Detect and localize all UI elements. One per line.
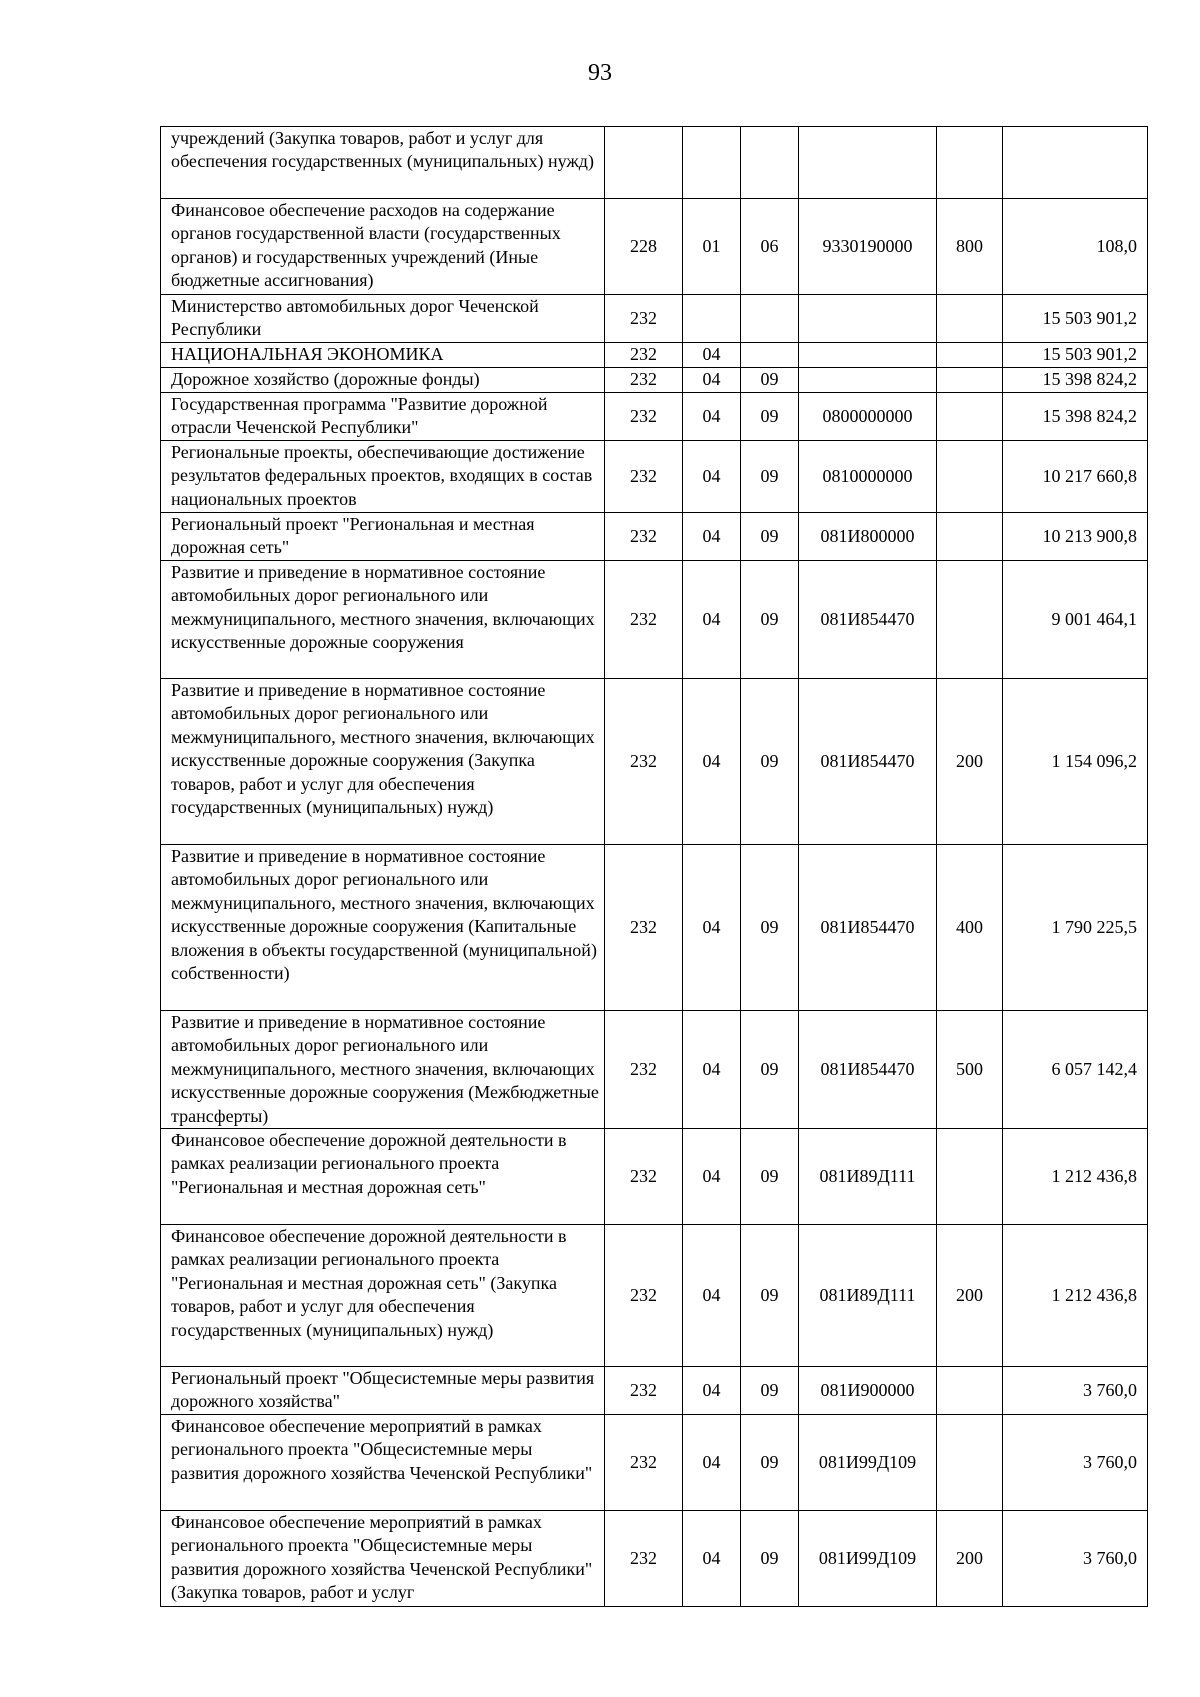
section-cell: 04 [683, 561, 741, 679]
subsection-cell: 09 [741, 1511, 799, 1607]
amount-cell: 1 154 096,2 [1003, 679, 1148, 845]
table-row [161, 368, 1148, 393]
table-row [161, 199, 1148, 295]
amount-cell: 6 057 142,4 [1003, 1011, 1148, 1129]
description-cell: Финансовое обеспечение дорожной деятельности в рамках реализации регионального проекта "Региональная и местная дорожная сеть" [161, 1129, 605, 1225]
table-row [161, 295, 1148, 343]
amount-cell: 1 790 225,5 [1003, 845, 1148, 1011]
amount-cell: 3 760,0 [1003, 1415, 1148, 1511]
amount-cell [1003, 127, 1148, 199]
expense-type-cell: 800 [937, 199, 1003, 295]
subsection-cell: 09 [741, 513, 799, 561]
description-cell: Развитие и приведение в нормативное состояние автомобильных дорог регионального или межмуниципального, местного значения, включающих искусственные дорожные сооружения (Межбюджетные трансферты) [161, 1011, 605, 1129]
table-row [161, 1415, 1148, 1511]
target-article-cell: 081И99Д109 [799, 1511, 937, 1607]
section-cell: 04 [683, 1225, 741, 1367]
table-row [161, 393, 1148, 441]
table-row [161, 343, 1148, 368]
amount-cell: 15 398 824,2 [1003, 393, 1148, 441]
target-article-cell: 0810000000 [799, 441, 937, 513]
description-cell: Государственная программа "Развитие дорожной отрасли Чеченской Республики" [161, 393, 605, 441]
section-cell: 04 [683, 1511, 741, 1607]
target-article-cell: 081И89Д111 [799, 1225, 937, 1367]
section-cell: 01 [683, 199, 741, 295]
amount-cell: 15 503 901,2 [1003, 343, 1148, 368]
ministry-code-cell: 232 [605, 1415, 683, 1511]
section-cell: 04 [683, 513, 741, 561]
expense-type-cell: 200 [937, 679, 1003, 845]
description-cell: Развитие и приведение в нормативное состояние автомобильных дорог регионального или межмуниципального, местного значения, включающих искусственные дорожные сооружения [161, 561, 605, 679]
amount-cell: 3 760,0 [1003, 1511, 1148, 1607]
description-cell: Региональный проект "Общесистемные меры развития дорожного хозяйства" [161, 1367, 605, 1415]
description-cell: НАЦИОНАЛЬНАЯ ЭКОНОМИКА [161, 343, 605, 368]
ministry-code-cell: 232 [605, 295, 683, 343]
amount-cell: 15 503 901,2 [1003, 295, 1148, 343]
section-cell: 04 [683, 1129, 741, 1225]
target-article-cell: 9330190000 [799, 199, 937, 295]
table-row [161, 1011, 1148, 1129]
description-cell: Региональный проект "Региональная и местная дорожная сеть" [161, 513, 605, 561]
target-article-cell [799, 127, 937, 199]
description-cell: Финансовое обеспечение мероприятий в рамках регионального проекта "Общесистемные меры развития дорожного хозяйства Чеченской Республики" (Закупка товаров, работ и услуг [161, 1511, 605, 1607]
expense-type-cell: 500 [937, 1011, 1003, 1129]
ministry-code-cell: 232 [605, 393, 683, 441]
subsection-cell: 09 [741, 845, 799, 1011]
description-cell: Развитие и приведение в нормативное состояние автомобильных дорог регионального или межмуниципального, местного значения, включающих искусственные дорожные сооружения (Капитальные вложения в объекты государственной (муниципальной) собственности) [161, 845, 605, 1011]
amount-cell: 1 212 436,8 [1003, 1225, 1148, 1367]
description-cell: Финансовое обеспечение расходов на содержание органов государственной власти (государственных органов) и государственных учреждений (Иные бюджетные ассигнования) [161, 199, 605, 295]
target-article-cell: 081И900000 [799, 1367, 937, 1415]
table-row [161, 127, 1148, 199]
subsection-cell: 09 [741, 1129, 799, 1225]
description-cell: Развитие и приведение в нормативное состояние автомобильных дорог регионального или межмуниципального, местного значения, включающих искусственные дорожные сооружения (Закупка товаров, работ и услуг для обеспечения государственных (муниципальных) нужд) [161, 679, 605, 845]
expense-type-cell: 200 [937, 1225, 1003, 1367]
subsection-cell: 09 [741, 1225, 799, 1367]
expense-type-cell [937, 1367, 1003, 1415]
page-number: 93 [588, 60, 612, 86]
ministry-code-cell: 232 [605, 845, 683, 1011]
table-row [161, 561, 1148, 679]
subsection-cell: 09 [741, 368, 799, 393]
target-article-cell: 081И854470 [799, 679, 937, 845]
expense-type-cell [937, 393, 1003, 441]
expense-type-cell [937, 368, 1003, 393]
target-article-cell: 081И854470 [799, 561, 937, 679]
target-article-cell [799, 343, 937, 368]
section-cell: 04 [683, 1415, 741, 1511]
subsection-cell: 09 [741, 679, 799, 845]
expense-type-cell [937, 1415, 1003, 1511]
ministry-code-cell: 232 [605, 1511, 683, 1607]
description-cell: Дорожное хозяйство (дорожные фонды) [161, 368, 605, 393]
ministry-code-cell: 232 [605, 368, 683, 393]
section-cell [683, 295, 741, 343]
amount-cell: 10 213 900,8 [1003, 513, 1148, 561]
amount-cell: 15 398 824,2 [1003, 368, 1148, 393]
target-article-cell [799, 295, 937, 343]
expense-type-cell [937, 513, 1003, 561]
ministry-code-cell: 232 [605, 441, 683, 513]
table-row [161, 1225, 1148, 1367]
ministry-code-cell: 232 [605, 513, 683, 561]
section-cell: 04 [683, 368, 741, 393]
expense-type-cell [937, 561, 1003, 679]
target-article-cell: 081И854470 [799, 1011, 937, 1129]
section-cell: 04 [683, 845, 741, 1011]
target-article-cell: 081И99Д109 [799, 1415, 937, 1511]
subsection-cell: 09 [741, 393, 799, 441]
ministry-code-cell [605, 127, 683, 199]
subsection-cell: 06 [741, 199, 799, 295]
expense-type-cell [937, 441, 1003, 513]
subsection-cell [741, 343, 799, 368]
description-cell: Финансовое обеспечение мероприятий в рамках регионального проекта "Общесистемные меры развития дорожного хозяйства Чеченской Республики" [161, 1415, 605, 1511]
section-cell: 04 [683, 343, 741, 368]
subsection-cell: 09 [741, 1367, 799, 1415]
ministry-code-cell: 232 [605, 1129, 683, 1225]
ministry-code-cell: 232 [605, 561, 683, 679]
expense-type-cell [937, 343, 1003, 368]
subsection-cell: 09 [741, 1011, 799, 1129]
target-article-cell [799, 368, 937, 393]
budget-table-body [161, 127, 1148, 1607]
amount-cell: 3 760,0 [1003, 1367, 1148, 1415]
expense-type-cell: 200 [937, 1511, 1003, 1607]
expense-type-cell [937, 295, 1003, 343]
amount-cell: 108,0 [1003, 199, 1148, 295]
description-cell: Региональные проекты, обеспечивающие достижение результатов федеральных проектов, входящих в состав национальных проектов [161, 441, 605, 513]
ministry-code-cell: 228 [605, 199, 683, 295]
table-row [161, 1129, 1148, 1225]
description-cell: учреждений (Закупка товаров, работ и услуг для обеспечения государственных (муниципальных) нужд) [161, 127, 605, 199]
table-row [161, 1367, 1148, 1415]
table-row [161, 845, 1148, 1011]
target-article-cell: 081И89Д111 [799, 1129, 937, 1225]
subsection-cell: 09 [741, 1415, 799, 1511]
subsection-cell: 09 [741, 441, 799, 513]
ministry-code-cell: 232 [605, 343, 683, 368]
ministry-code-cell: 232 [605, 1225, 683, 1367]
table-row [161, 1511, 1148, 1607]
target-article-cell: 081И800000 [799, 513, 937, 561]
section-cell: 04 [683, 679, 741, 845]
section-cell: 04 [683, 393, 741, 441]
table-row [161, 679, 1148, 845]
table-row [161, 513, 1148, 561]
section-cell: 04 [683, 1011, 741, 1129]
ministry-code-cell: 232 [605, 1011, 683, 1129]
subsection-cell: 09 [741, 561, 799, 679]
description-cell: Министерство автомобильных дорог Чеченской Республики [161, 295, 605, 343]
amount-cell: 10 217 660,8 [1003, 441, 1148, 513]
budget-table [160, 126, 1148, 1607]
expense-type-cell: 400 [937, 845, 1003, 1011]
expense-type-cell [937, 1129, 1003, 1225]
target-article-cell: 081И854470 [799, 845, 937, 1011]
description-cell: Финансовое обеспечение дорожной деятельности в рамках реализации регионального проекта "Региональная и местная дорожная сеть" (Закупка товаров, работ и услуг для обеспечения государственных (муниципальных) нужд) [161, 1225, 605, 1367]
subsection-cell [741, 295, 799, 343]
section-cell: 04 [683, 441, 741, 513]
target-article-cell: 0800000000 [799, 393, 937, 441]
subsection-cell [741, 127, 799, 199]
section-cell [683, 127, 741, 199]
expense-type-cell [937, 127, 1003, 199]
section-cell: 04 [683, 1367, 741, 1415]
ministry-code-cell: 232 [605, 1367, 683, 1415]
ministry-code-cell: 232 [605, 679, 683, 845]
amount-cell: 1 212 436,8 [1003, 1129, 1148, 1225]
amount-cell: 9 001 464,1 [1003, 561, 1148, 679]
table-row [161, 441, 1148, 513]
